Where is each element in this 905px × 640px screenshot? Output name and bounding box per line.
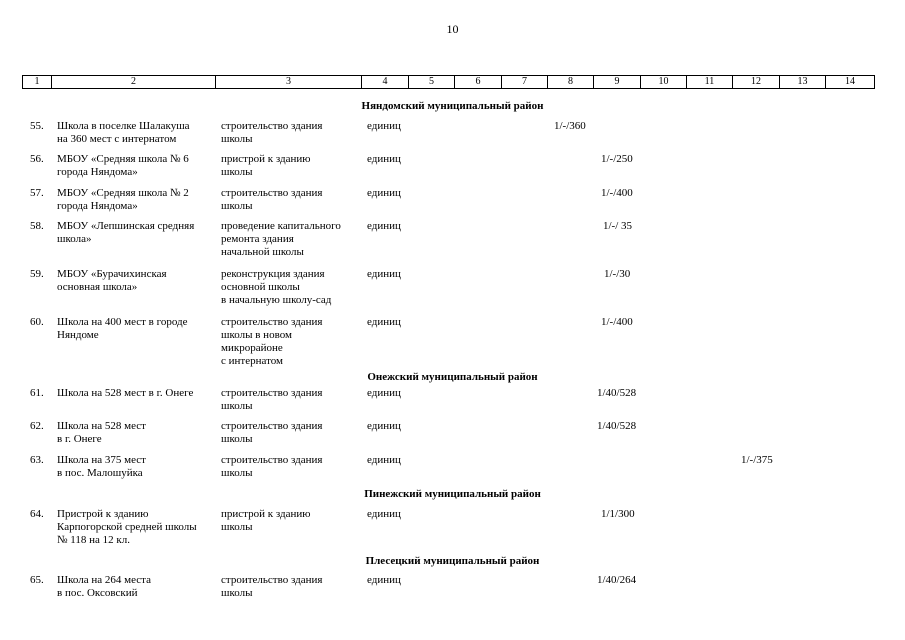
row-number: 61. (30, 387, 44, 399)
work-type: строительство здания школы в новом микрорайоне с интернатом (221, 316, 323, 367)
work-type: пристрой к зданию школы (221, 508, 311, 533)
work-type: строительство здания школы (221, 187, 323, 212)
row-number: 64. (30, 508, 44, 520)
section-title: Онежский муниципальный район (367, 371, 538, 383)
capacity-value: 1/1/300 (601, 508, 635, 520)
object-name: Школа на 264 места в пос. Оксовский (57, 574, 151, 599)
row-number: 65. (30, 574, 44, 586)
work-type: проведение капитального ремонта здания начальной школы (221, 220, 341, 258)
row-number: 56. (30, 153, 44, 165)
column-number: 12 (733, 76, 780, 89)
section-title: Пинежский муниципальный район (364, 488, 541, 500)
object-name: Школа на 528 мест в г. Онеге (57, 387, 194, 399)
row-number: 55. (30, 120, 44, 132)
column-number: 8 (548, 76, 594, 89)
unit: единиц (367, 574, 401, 586)
work-type: строительство здания школы (221, 454, 323, 479)
capacity-value: 1/-/400 (601, 187, 633, 199)
capacity-value: 1/-/30 (604, 268, 631, 280)
section-title: Плесецкий муниципальный район (365, 555, 540, 567)
unit: единиц (367, 508, 401, 520)
work-type: реконструкция здания основной школы в начальную школу-сад (221, 268, 332, 306)
capacity-value: 1/-/375 (741, 454, 773, 466)
object-name: МБОУ «Средняя школа № 2 города Няндома» (57, 187, 189, 212)
column-number: 5 (409, 76, 455, 89)
object-name: Школа в поселке Шалакуша на 360 мест с интернатом (57, 120, 190, 145)
column-number: 11 (687, 76, 733, 89)
work-type: строительство здания школы (221, 420, 323, 445)
column-number: 9 (594, 76, 641, 89)
column-number: 13 (780, 76, 826, 89)
capacity-value: 1/-/250 (601, 153, 633, 165)
column-number: 6 (455, 76, 502, 89)
column-number: 1 (23, 76, 52, 89)
unit: единиц (367, 387, 401, 399)
object-name: Школа на 528 мест в г. Онеге (57, 420, 146, 445)
row-number: 59. (30, 268, 44, 280)
unit: единиц (367, 316, 401, 328)
column-number: 10 (641, 76, 687, 89)
row-number: 62. (30, 420, 44, 432)
object-name: Пристрой к зданию Карпогорской средней школы № 118 на 12 кл. (57, 508, 197, 546)
capacity-value: 1/40/528 (597, 387, 637, 399)
work-type: пристрой к зданию школы (221, 153, 311, 178)
capacity-value: 1/-/360 (554, 120, 586, 132)
column-number-header (22, 75, 875, 89)
row-number: 58. (30, 220, 44, 232)
unit: единиц (367, 268, 401, 280)
work-type: строительство здания школы (221, 387, 323, 412)
unit: единиц (367, 153, 401, 165)
unit: единиц (367, 454, 401, 466)
column-number: 14 (826, 76, 875, 89)
unit: единиц (367, 220, 401, 232)
object-name: Школа на 400 мест в городе Няндоме (57, 316, 188, 341)
row-number: 63. (30, 454, 44, 466)
page-number: 10 (446, 22, 459, 36)
column-number: 7 (502, 76, 548, 89)
object-name: Школа на 375 мест в пос. Малошуйка (57, 454, 146, 479)
object-name: МБОУ «Бурачихинская основная школа» (57, 268, 167, 293)
object-name: МБОУ «Средняя школа № 6 города Няндома» (57, 153, 189, 178)
column-number: 3 (216, 76, 362, 89)
unit: единиц (367, 420, 401, 432)
capacity-value: 1/40/264 (597, 574, 637, 586)
work-type: строительство здания школы (221, 574, 323, 599)
work-type: строительство здания школы (221, 120, 323, 145)
row-number: 57. (30, 187, 44, 199)
capacity-value: 1/-/400 (601, 316, 633, 328)
unit: единиц (367, 120, 401, 132)
unit: единиц (367, 187, 401, 199)
section-title: Няндомский муниципальный район (361, 100, 544, 112)
capacity-value: 1/-/ 35 (603, 220, 633, 232)
capacity-value: 1/40/528 (597, 420, 637, 432)
column-number: 2 (52, 76, 216, 89)
object-name: МБОУ «Лепшинская средняя школа» (57, 220, 195, 245)
row-number: 60. (30, 316, 44, 328)
column-number: 4 (362, 76, 409, 89)
